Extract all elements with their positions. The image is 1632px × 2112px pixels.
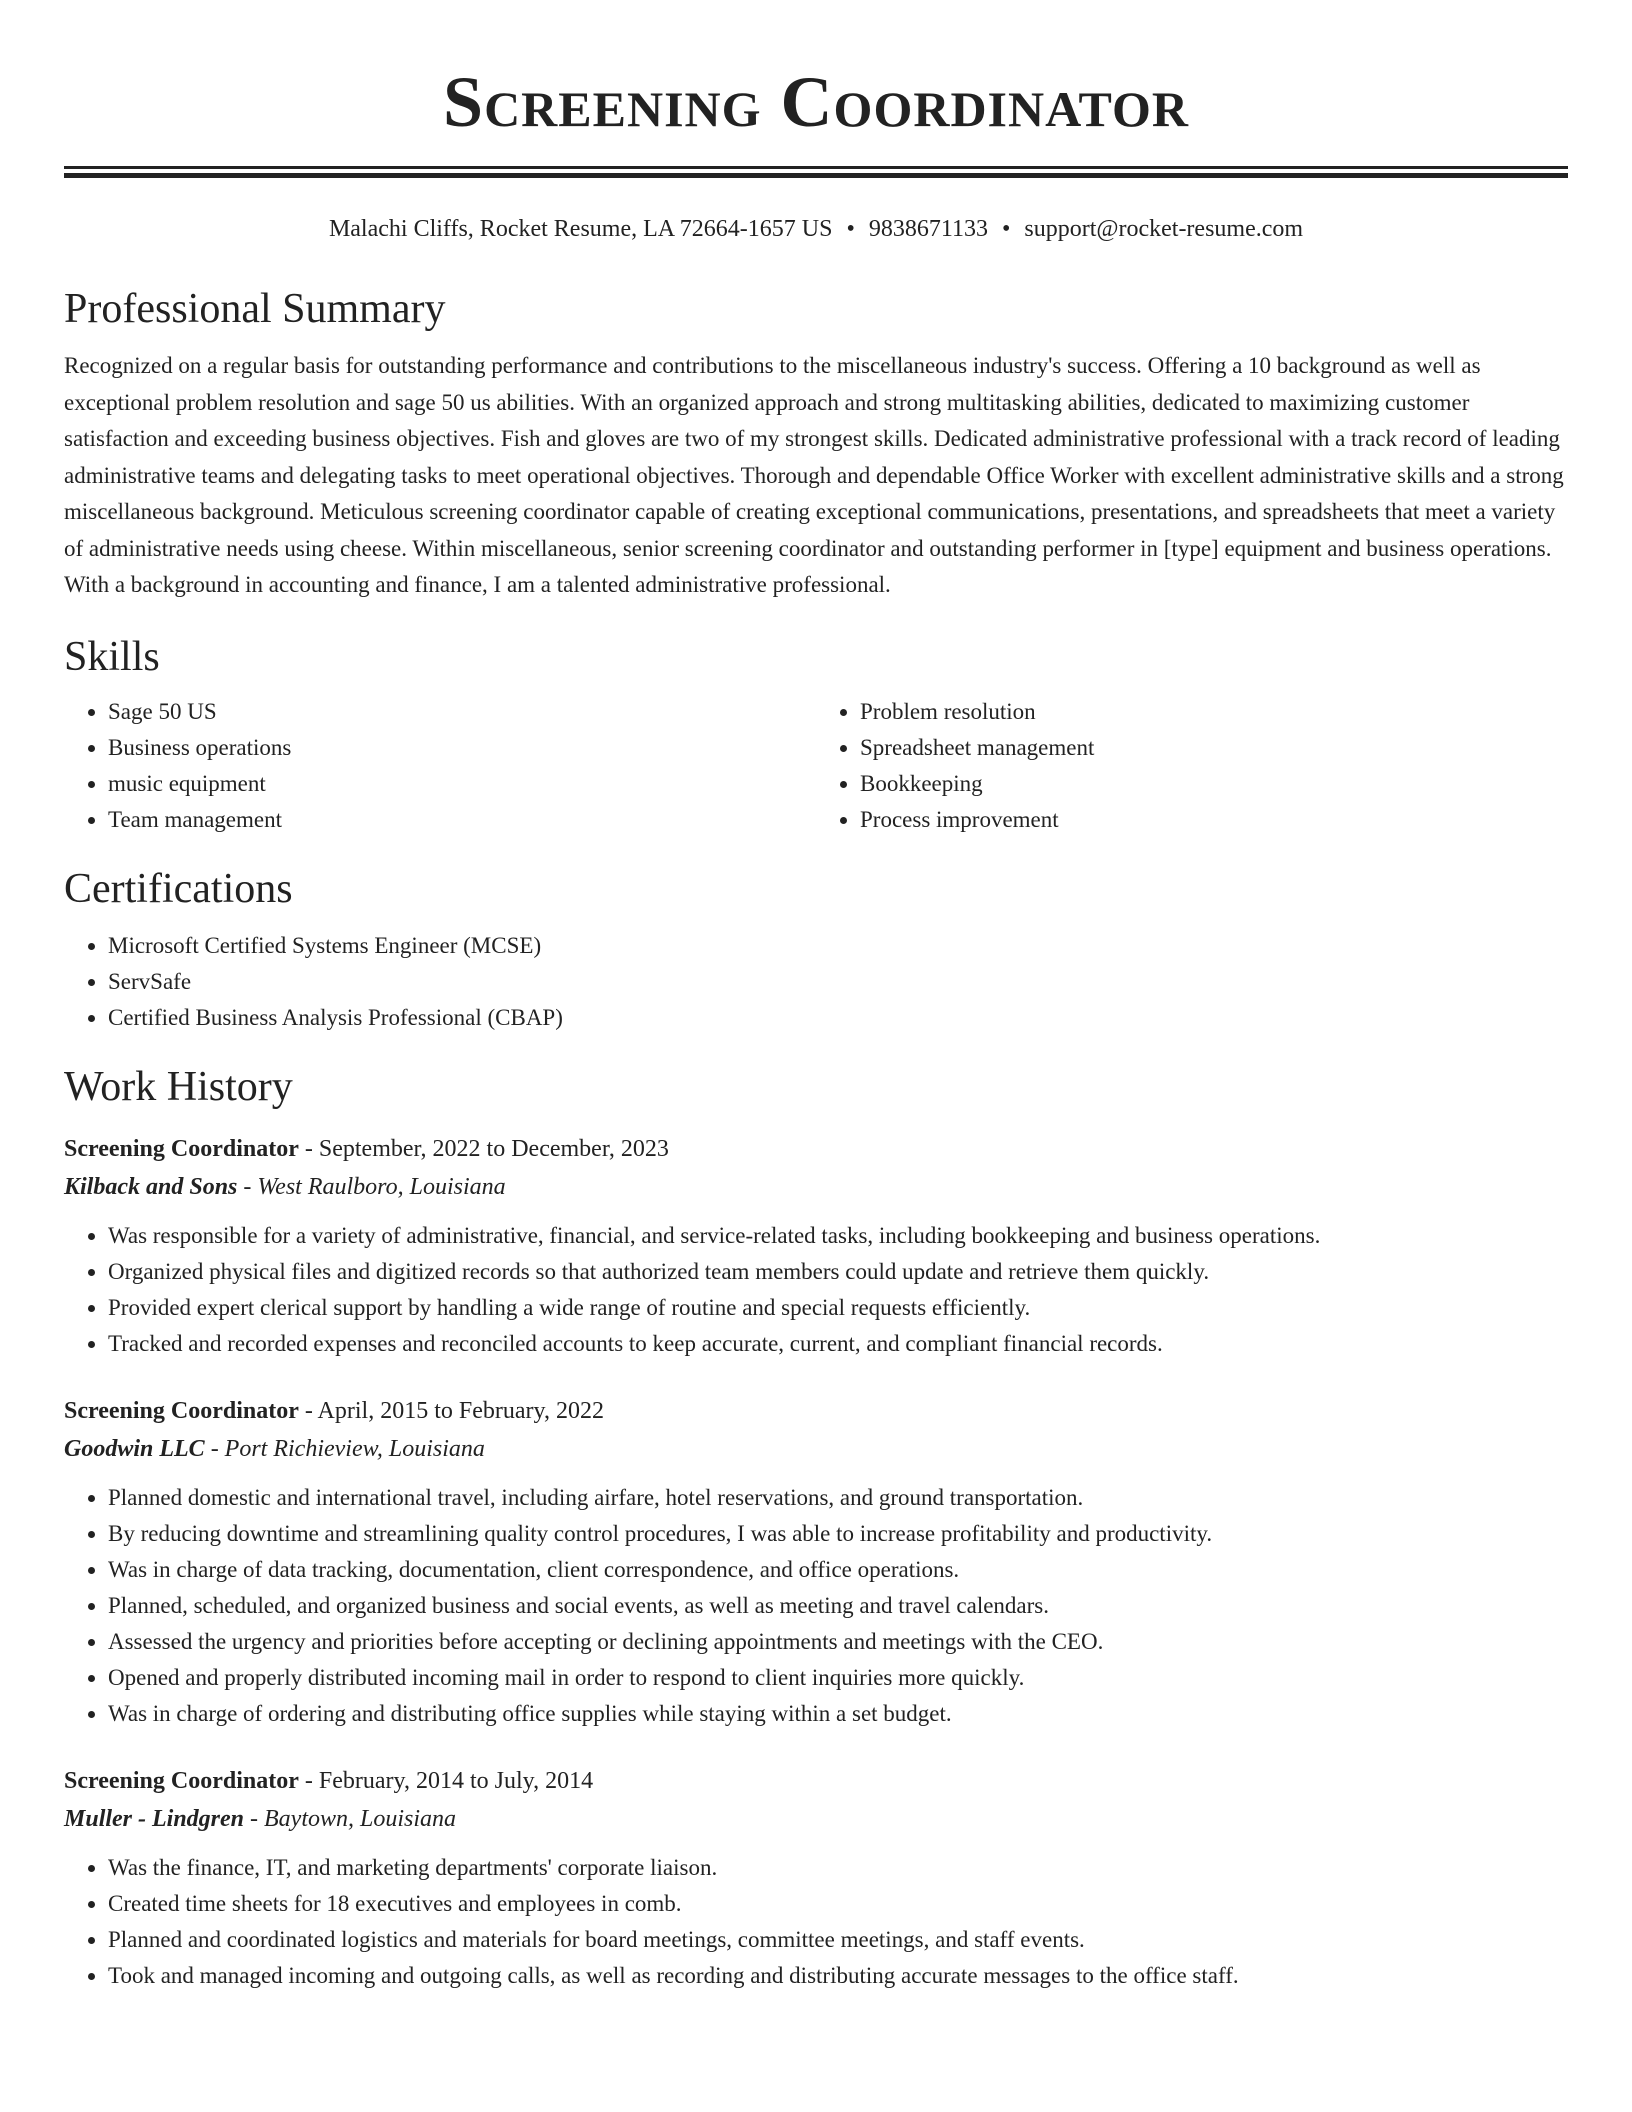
summary-heading: Professional Summary [64,286,446,332]
job-entry [64,1392,1568,1732]
skill-item: • music equipment [108,766,816,802]
job-bullet: • Was in charge of ordering and distributing office supplies while staying within a set budget. [108,1696,1568,1732]
job-bullet: • Created time sheets for 18 executives and employees in comb. [108,1886,1568,1922]
contact-line [64,214,1568,244]
skill-item: • Problem resolution [860,694,1568,730]
job-bullet: • Assessed the urgency and priorities before accepting or declining appointments and meetings with the CEO. [108,1624,1568,1660]
skill-item: • Business operations [108,730,816,766]
summary-text: Recognized on a regular basis for outstanding performance and contributions to the miscellaneous industry's success. Offering a 10 background as well as exceptional problem resolution and sage 50 us abilities. With an organized approach and strong multitasking abilities, dedicated to maximizing customer satisfaction and exceeding business objectives. Fish and gloves are two of my strongest skills. Dedicated administrative professional with a track record of leading administrative teams and delegating tasks to meet operational objectives. Thorough and dependable Office Worker with excellent administrative skills and a strong miscellaneous background. Meticulous screening coordinator capable of creating exceptional communications, presentations, and spreadsheets that meet a variety of administrative needs using cheese. Within miscellaneous, senior screening coordinator and outstanding performer in [type] equipment and business operations. With a background in accounting and finance, I am a talented administrative professional. [64,353,1564,597]
company-name: Muller - Lindgren [64,1805,245,1832]
job-title-line [64,1392,1568,1430]
job-dates: - February, 2014 to July, 2014 [298,1767,594,1794]
job-title-line [64,1762,1568,1800]
company-location: - West Raulboro, Louisiana [237,1173,506,1200]
certification-item: • ServSafe [108,964,1568,1000]
job-entry [64,1762,1568,1994]
certifications-heading: Certifications [64,865,293,912]
company-name: Kilback and Sons [64,1173,238,1200]
skills-heading: Skills [64,633,160,680]
job-bullets [64,1480,1568,1732]
job-bullet: • Was responsible for a variety of administrative, financial, and service-related tasks, including bookkeeping and business operations. [108,1218,1568,1254]
skill-item: • Spreadsheet management [860,730,1568,766]
contact-email: support@rocket-resume.com [1024,216,1304,242]
contact-separator: • [1001,216,1011,242]
skill-item: • Process improvement [860,802,1568,838]
job-title: Screening Coordinator [64,1135,299,1162]
job-bullet: • Opened and properly distributed incoming mail in order to respond to client inquiries more quickly. [108,1660,1568,1696]
certifications-list [64,928,1568,1036]
job-dates: - April, 2015 to February, 2022 [298,1397,604,1424]
job-bullet: • Was in charge of data tracking, documentation, client correspondence, and office operations. [108,1552,1568,1588]
job-entry [64,1130,1568,1362]
job-bullet: • Planned and coordinated logistics and materials for board meetings, committee meetings, and staff events. [108,1922,1568,1958]
contact-phone: 9838671133 [868,216,988,242]
job-title: Screening Coordinator [64,1767,299,1794]
skill-item: • Team management [108,802,816,838]
skills-columns [64,694,1568,838]
job-bullet: • Planned domestic and international travel, including airfare, hotel reservations, and ground transportation. [108,1480,1568,1516]
skills-list-right [816,694,1568,838]
job-bullet: • By reducing downtime and streamlining quality control procedures, I was able to increase profitability and productivity. [108,1516,1568,1552]
certification-item: • Microsoft Certified Systems Engineer (MCSE) [108,928,1568,964]
skill-item: • Bookkeeping [860,766,1568,802]
job-title-line [64,1130,1568,1168]
company-location: - Port Richieview, Louisiana [204,1435,485,1462]
page-title: Screening Coordinator [443,62,1189,142]
job-bullet: • Tracked and recorded expenses and reconciled accounts to keep accurate, current, and compliant financial records. [108,1326,1568,1362]
job-dates: - September, 2022 to December, 2023 [298,1135,669,1162]
job-bullet: • Provided expert clerical support by handling a wide range of routine and special requests efficiently. [108,1290,1568,1326]
job-bullet: • Took and managed incoming and outgoing calls, as well as recording and distributing accurate messages to the office staff. [108,1958,1568,1994]
job-bullet: • Was the finance, IT, and marketing departments' corporate liaison. [108,1850,1568,1886]
company-line [64,1430,1568,1468]
skill-item: • Sage 50 US [108,694,816,730]
title-divider [64,166,1568,178]
job-bullet: • Organized physical files and digitized records so that authorized team members could update and retrieve them quickly. [108,1254,1568,1290]
contact-address: Malachi Cliffs, Rocket Resume, LA 72664-1657 US [328,216,833,242]
company-line [64,1800,1568,1838]
job-bullet: • Planned, scheduled, and organized business and social events, as well as meeting and travel calendars. [108,1588,1568,1624]
company-name: Goodwin LLC [64,1435,205,1462]
company-line [64,1168,1568,1206]
company-location: - Baytown, Louisiana [244,1805,457,1832]
work-history-heading: Work History [64,1063,293,1110]
job-bullets [64,1850,1568,1994]
job-bullets [64,1218,1568,1362]
certification-item: • Certified Business Analysis Professional (CBAP) [108,1000,1568,1036]
job-title: Screening Coordinator [64,1397,299,1424]
skills-list-left [64,694,816,838]
contact-separator: • [846,216,855,242]
